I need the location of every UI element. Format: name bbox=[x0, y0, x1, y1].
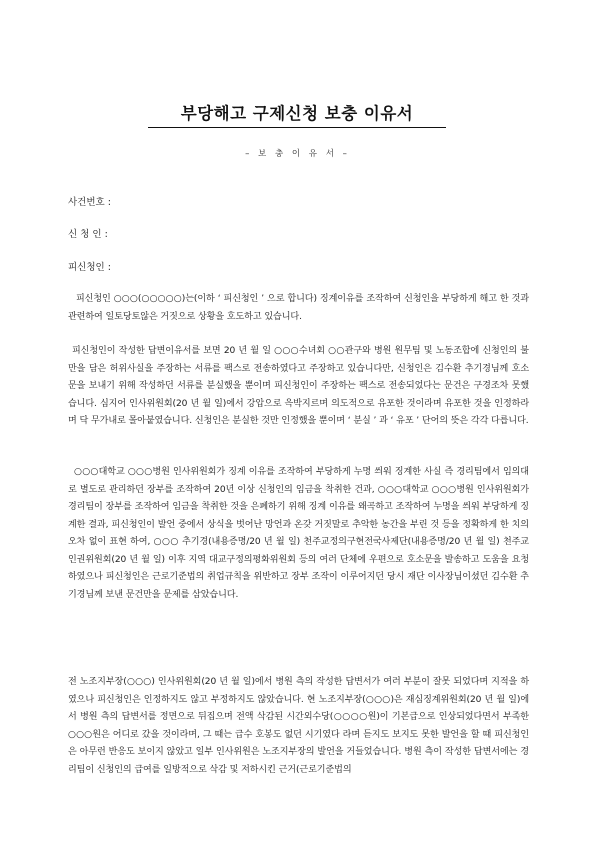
applicant-field: 신 청 인 : bbox=[68, 229, 108, 240]
paragraph-3: ○○○대학교 ○○○병원 인사위원회가 징계 이유를 조작하여 부당하게 누명 씌워 징계한 사실 즉 경리팀에서 임의대로 별도로 관리하던 장부를 조작하여 20년 이상 신청인의 임금을 착취한 건과, ○○○대학교 ○○○병원 인사위원회가 경리팀이 장부를 조작하여 임금을 착취한 것을 은폐하기 위해 징계 이유를 왜곡하고 조작하여 누명을 씌워 부당하게 징계한 결과, 피신청인이 발언 중에서 상식을 벗어난 망언과 온갖 거짓말로 추악한 농간을 부린 것 등을 정확하게 한 치의 오차 없이 표현 하여, ○○○ 추기경(내용증명/20 년 월 일) 천주교정의구현전국사제단(내용증명/20 년 월 일) 천주교인권위원회(20 년 월 일) 이후 지역 대교구정의평화위원회 등의 여러 단체에 우편으로 호소문을 발송하고 도움을 요청하였으나 피신청인은 근로기준법의 취업규칙을 위반하고 장부 조작이 이루어지던 당시 재단 이사장님이셨던 김수환 추기경님께 보낸 문건만을 문제를 삼았습니다. bbox=[68, 467, 529, 600]
case-number-field: 사건번호 : bbox=[68, 197, 111, 208]
document-title: 부당해고 구제신청 보충 이유서 bbox=[180, 104, 414, 123]
document-subtitle: – 보 충 이 유 서 – bbox=[245, 149, 350, 159]
paragraph-1: 피신청인 ○○○(○○○○○)는(이하 ‘ 피신청인 ’ 으로 합니다) 징계이유를 조작하여 신청인을 부당하게 해고 한 것과 관련하여 일토당토않은 거짓으로 상황을 호도하고 있습니다. bbox=[68, 294, 529, 322]
paragraph-4: 전 노조지부장(○○○) 인사위원회(20 년 월 일)에서 병원 측의 작성한 답변서가 여러 부분이 잘못 되었다며 지적을 하였으나 피신청인은 인정하지도 않고 부정하지도 않았습니다. 현 노조지부장(○○○)은 재심징계위원회(20 년 월 일)에서 병원 측의 답변서를 정면으로 뒤집으며 전액 삭감된 시간외수당(○○○○원)이 기본급으로 인상되었다면서 부족한 ○○○원은 어디로 갔을 것이라며, 그 때는 급수 호봉도 없던 시기였다 라며 듣지도 보지도 못한 발언을 할 때 피신청인은 아무런 반응도 보이지 않았고 일부 인사위원은 노조지부장의 발언을 거들었습니다. 병원 측이 작성한 답변서에는 경리팀이 신청인의 급여를 일방적으로 삭감 및 저하시킨 근거(근로기준법의 bbox=[68, 677, 529, 775]
paragraph-2: 피신청인이 작성한 답변이유서를 보면 20 년 월 일 ○○○수녀회 ○○관구와 병원 원무팀 및 노동조합에 신청인의 불만을 담은 허위사실을 주장하는 서류를 팩스로 전송하였다고 주장하고 있습니다만, 신청인은 김수환 추기경님께 호소문을 보내기 위해 작성하던 서류를 분실했을 뿐이며 피신청인이 주장하는 팩스로 전송되었다는 문건은 구경조차 못했습니다. 심지어 인사위원회(20 년 월 일)에서 강압으로 윽박지르며 의도적으로 유포한 것이라며 유포한 것을 인정하라며 닥 무가내로 몰아붙였습니다. 신청인은 분실한 것만 인정했을 뿐이며 ‘ 분실 ’ 과 ‘ 유포 ’ 단어의 뜻은 각각 다릅니다. bbox=[68, 346, 529, 427]
title-underline bbox=[148, 127, 446, 128]
respondent-field: 피신청인 : bbox=[68, 262, 111, 273]
